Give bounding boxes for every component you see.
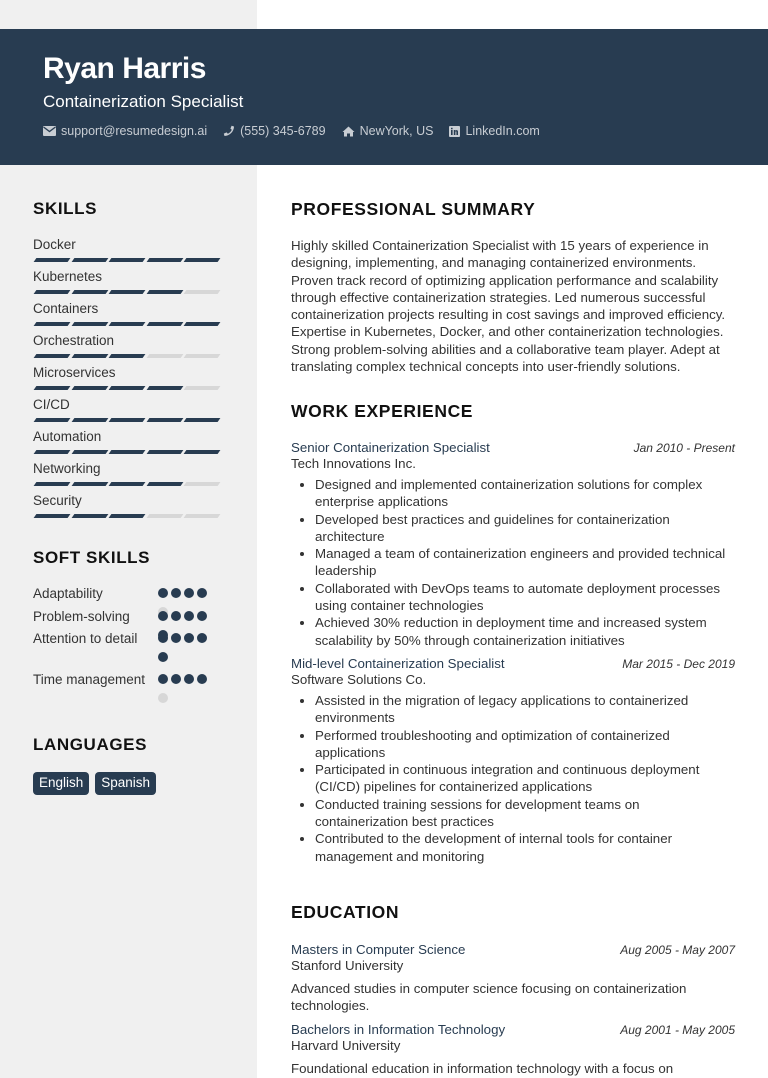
level-segment-filled	[146, 322, 182, 326]
job-bullets	[291, 692, 735, 865]
education-entry	[291, 1022, 735, 1077]
rating-dot-filled	[184, 588, 194, 598]
level-segment-filled	[34, 514, 70, 518]
level-segment-filled	[71, 290, 107, 294]
rating-dot-filled	[171, 611, 181, 621]
degree-title: Masters in Computer Science	[291, 942, 466, 957]
skill-item	[33, 237, 223, 269]
summary-heading: PROFESSIONAL SUMMARY	[291, 199, 536, 219]
education-description: Foundational education in information technology with a focus on	[291, 1060, 674, 1076]
job-bullet: • Performed troubleshooting and optimization of containerized applications	[315, 727, 735, 762]
job-bullet: • Achieved 30% reduction in deployment time and increased system scalability by 50% through containerization initiatives	[315, 614, 735, 649]
skill-name: Security	[33, 493, 82, 508]
skills-section	[33, 199, 223, 525]
resume-header	[0, 29, 768, 165]
level-segment-filled	[34, 290, 70, 294]
contact-location	[342, 124, 434, 138]
education-dates: Aug 2001 - May 2005	[620, 1022, 735, 1037]
level-segment-filled	[34, 322, 70, 326]
level-segment-filled	[34, 482, 70, 486]
contact-linkedin[interactable]	[449, 124, 539, 138]
skill-name: Docker	[33, 237, 76, 252]
level-segment-filled	[71, 450, 107, 454]
school-name: Stanford University	[291, 958, 404, 973]
level-segment-filled	[146, 258, 182, 262]
level-segment-filled	[184, 418, 220, 422]
job-entry	[291, 440, 735, 649]
skill-name: CI/CD	[33, 397, 70, 412]
envelope-icon	[43, 126, 56, 136]
level-segment-filled	[109, 322, 145, 326]
skill-item	[33, 365, 223, 397]
skill-level-bar	[33, 482, 223, 486]
skill-level-bar	[33, 322, 223, 326]
soft-skill-item	[33, 670, 223, 710]
candidate-title: Containerization Specialist	[43, 92, 244, 111]
skill-level-bar	[33, 514, 223, 518]
level-segment-filled	[109, 386, 145, 390]
job-title: Mid-level Containerization Specialist	[291, 655, 505, 671]
contact-email-text: support@resumedesign.ai	[61, 124, 208, 138]
level-segment-filled	[34, 418, 70, 422]
job-bullet: • Contributed to the development of internal tools for container management and monitoring	[315, 830, 735, 865]
level-segment-filled	[184, 450, 220, 454]
languages-heading: LANGUAGES	[33, 735, 148, 754]
level-segment-empty	[184, 482, 220, 486]
soft-skill-name: Adaptability	[33, 586, 103, 601]
contact-list	[43, 124, 540, 138]
level-segment-empty	[184, 290, 220, 294]
level-segment-filled	[71, 514, 107, 518]
rating-dot-filled	[184, 674, 194, 684]
soft-skill-item	[33, 629, 223, 670]
skill-item	[33, 397, 223, 429]
skill-item	[33, 301, 223, 333]
level-segment-filled	[109, 514, 145, 518]
job-bullet: • Conducted training sessions for development teams on containerization best practices	[315, 796, 735, 831]
level-segment-empty	[184, 386, 220, 390]
level-segment-filled	[146, 418, 182, 422]
job-bullet: • Assisted in the migration of legacy applications to containerized environments	[315, 692, 735, 727]
level-segment-filled	[109, 418, 145, 422]
soft-skills-heading: SOFT SKILLS	[33, 548, 151, 567]
soft-skill-name: Problem-solving	[33, 609, 130, 624]
job-bullet: • Collaborated with DevOps teams to automate deployment processes using container technologies	[315, 580, 735, 615]
skill-level-bar	[33, 418, 223, 422]
level-segment-filled	[146, 290, 182, 294]
job-entry	[291, 656, 735, 865]
soft-skill-item	[33, 607, 223, 629]
school-name: Harvard University	[291, 1037, 401, 1053]
level-segment-filled	[109, 354, 145, 358]
summary-section	[291, 199, 735, 375]
level-segment-empty	[184, 354, 220, 358]
contact-email[interactable]	[43, 124, 207, 138]
level-segment-filled	[184, 322, 220, 326]
work-experience-section	[291, 401, 735, 865]
rating-dot-filled	[197, 633, 207, 643]
skill-level-bar	[33, 386, 223, 390]
level-segment-filled	[109, 482, 145, 486]
soft-skill-name: Time management	[33, 672, 146, 687]
level-segment-filled	[146, 482, 182, 486]
soft-skills-list	[33, 584, 223, 710]
job-bullet: • Designed and implemented containerization solutions for complex enterprise applications	[315, 476, 735, 511]
job-bullet: • Developed best practices and guidelines for containerization architecture	[315, 511, 735, 546]
level-segment-filled	[34, 354, 70, 358]
rating-dot-filled	[197, 588, 207, 598]
level-segment-filled	[109, 450, 145, 454]
level-segment-filled	[71, 386, 107, 390]
level-segment-filled	[34, 258, 70, 262]
level-segment-filled	[71, 322, 107, 326]
skill-name: Containers	[33, 301, 99, 316]
home-icon	[342, 126, 355, 137]
level-segment-filled	[71, 258, 107, 262]
candidate-name: Ryan Harris	[43, 52, 206, 85]
rating-dot-filled	[171, 633, 181, 643]
job-bullet: • Managed a team of containerization engineers and provided technical leadership	[315, 545, 735, 580]
rating-dot-filled	[158, 652, 168, 662]
linkedin-icon	[449, 126, 460, 137]
skill-item	[33, 461, 223, 493]
skill-name: Kubernetes	[33, 269, 103, 284]
rating-dot-empty	[158, 693, 168, 703]
job-dates: Mar 2015 - Dec 2019	[622, 656, 735, 671]
level-segment-empty	[184, 514, 220, 518]
education-entry	[291, 942, 735, 1015]
job-dates: Jan 2010 - Present	[633, 441, 735, 455]
soft-skill-rating	[158, 674, 213, 703]
job-bullets	[291, 476, 735, 649]
job-title: Senior Containerization Specialist	[291, 440, 490, 455]
level-segment-empty	[146, 514, 182, 518]
level-segment-filled	[109, 290, 145, 294]
level-segment-filled	[184, 258, 220, 262]
rating-dot-filled	[171, 674, 181, 684]
skill-name: Networking	[33, 461, 101, 476]
language-tag-english: English	[33, 772, 89, 795]
rating-dot-filled	[158, 633, 168, 643]
phone-icon	[223, 125, 235, 137]
job-company: Software Solutions Co.	[291, 671, 427, 687]
skill-item	[33, 429, 223, 461]
skill-level-bar	[33, 450, 223, 454]
skill-level-bar	[33, 354, 223, 358]
language-tags	[33, 772, 223, 795]
soft-skill-item	[33, 584, 223, 607]
skill-item	[33, 269, 223, 301]
level-segment-filled	[34, 386, 70, 390]
rating-dot-filled	[158, 674, 168, 684]
skill-level-bar	[33, 258, 223, 262]
skill-name: Orchestration	[33, 333, 115, 348]
skill-item	[33, 333, 223, 365]
soft-skill-rating	[158, 633, 213, 662]
contact-linkedin-text: LinkedIn.com	[465, 124, 540, 138]
education-section	[291, 902, 735, 1077]
level-segment-filled	[146, 386, 182, 390]
skill-name: Microservices	[33, 365, 116, 380]
languages-section	[33, 735, 223, 795]
education-description: Advanced studies in computer science focusing on containerization technologies.	[291, 981, 687, 1014]
level-segment-filled	[71, 482, 107, 486]
skill-name: Automation	[33, 429, 102, 444]
level-segment-filled	[146, 450, 182, 454]
level-segment-filled	[71, 354, 107, 358]
contact-phone-text: (555) 345-6789	[240, 124, 326, 138]
degree-title: Bachelors in Information Technology	[291, 1021, 506, 1037]
rating-dot-filled	[184, 633, 194, 643]
language-tag-spanish: Spanish	[95, 772, 156, 795]
skill-item	[33, 493, 223, 525]
skills-heading: SKILLS	[33, 199, 98, 218]
level-segment-filled	[34, 450, 70, 454]
education-heading: EDUCATION	[291, 902, 400, 922]
job-bullet: • Participated in continuous integration and continuous deployment (CI/CD) pipelines for containerized applications	[315, 761, 735, 796]
contact-phone[interactable]	[223, 124, 325, 138]
level-segment-empty	[146, 354, 182, 358]
level-segment-filled	[109, 258, 145, 262]
skills-list	[33, 237, 223, 525]
job-company: Tech Innovations Inc.	[291, 456, 416, 471]
rating-dot-filled	[197, 674, 207, 684]
rating-dot-filled	[197, 611, 207, 621]
rating-dot-filled	[171, 588, 181, 598]
level-segment-filled	[71, 418, 107, 422]
rating-dot-filled	[158, 588, 168, 598]
work-heading: WORK EXPERIENCE	[291, 401, 474, 421]
soft-skills-section	[33, 548, 223, 710]
contact-location-text: NewYork, US	[359, 124, 434, 138]
education-dates: Aug 2005 - May 2007	[620, 943, 735, 957]
soft-skill-name: Attention to detail	[33, 631, 138, 646]
skill-level-bar	[33, 290, 223, 294]
rating-dot-filled	[158, 611, 168, 621]
rating-dot-filled	[184, 611, 194, 621]
summary-text: Highly skilled Containerization Specialist with 15 years of experience in designing, implementing, and managing containerized environments. Proven track record of optimizing application performance and scalability through effective containerization strategies. Led numerous successful containerization projects resulting in cost savings and improved efficiency. Expertise in Kubernetes, Docker, and other containerization technologies. Strong problem-solving abilities and a collaborative team player. Adept at translating complex technical concepts into user-friendly solutions.	[291, 238, 726, 375]
